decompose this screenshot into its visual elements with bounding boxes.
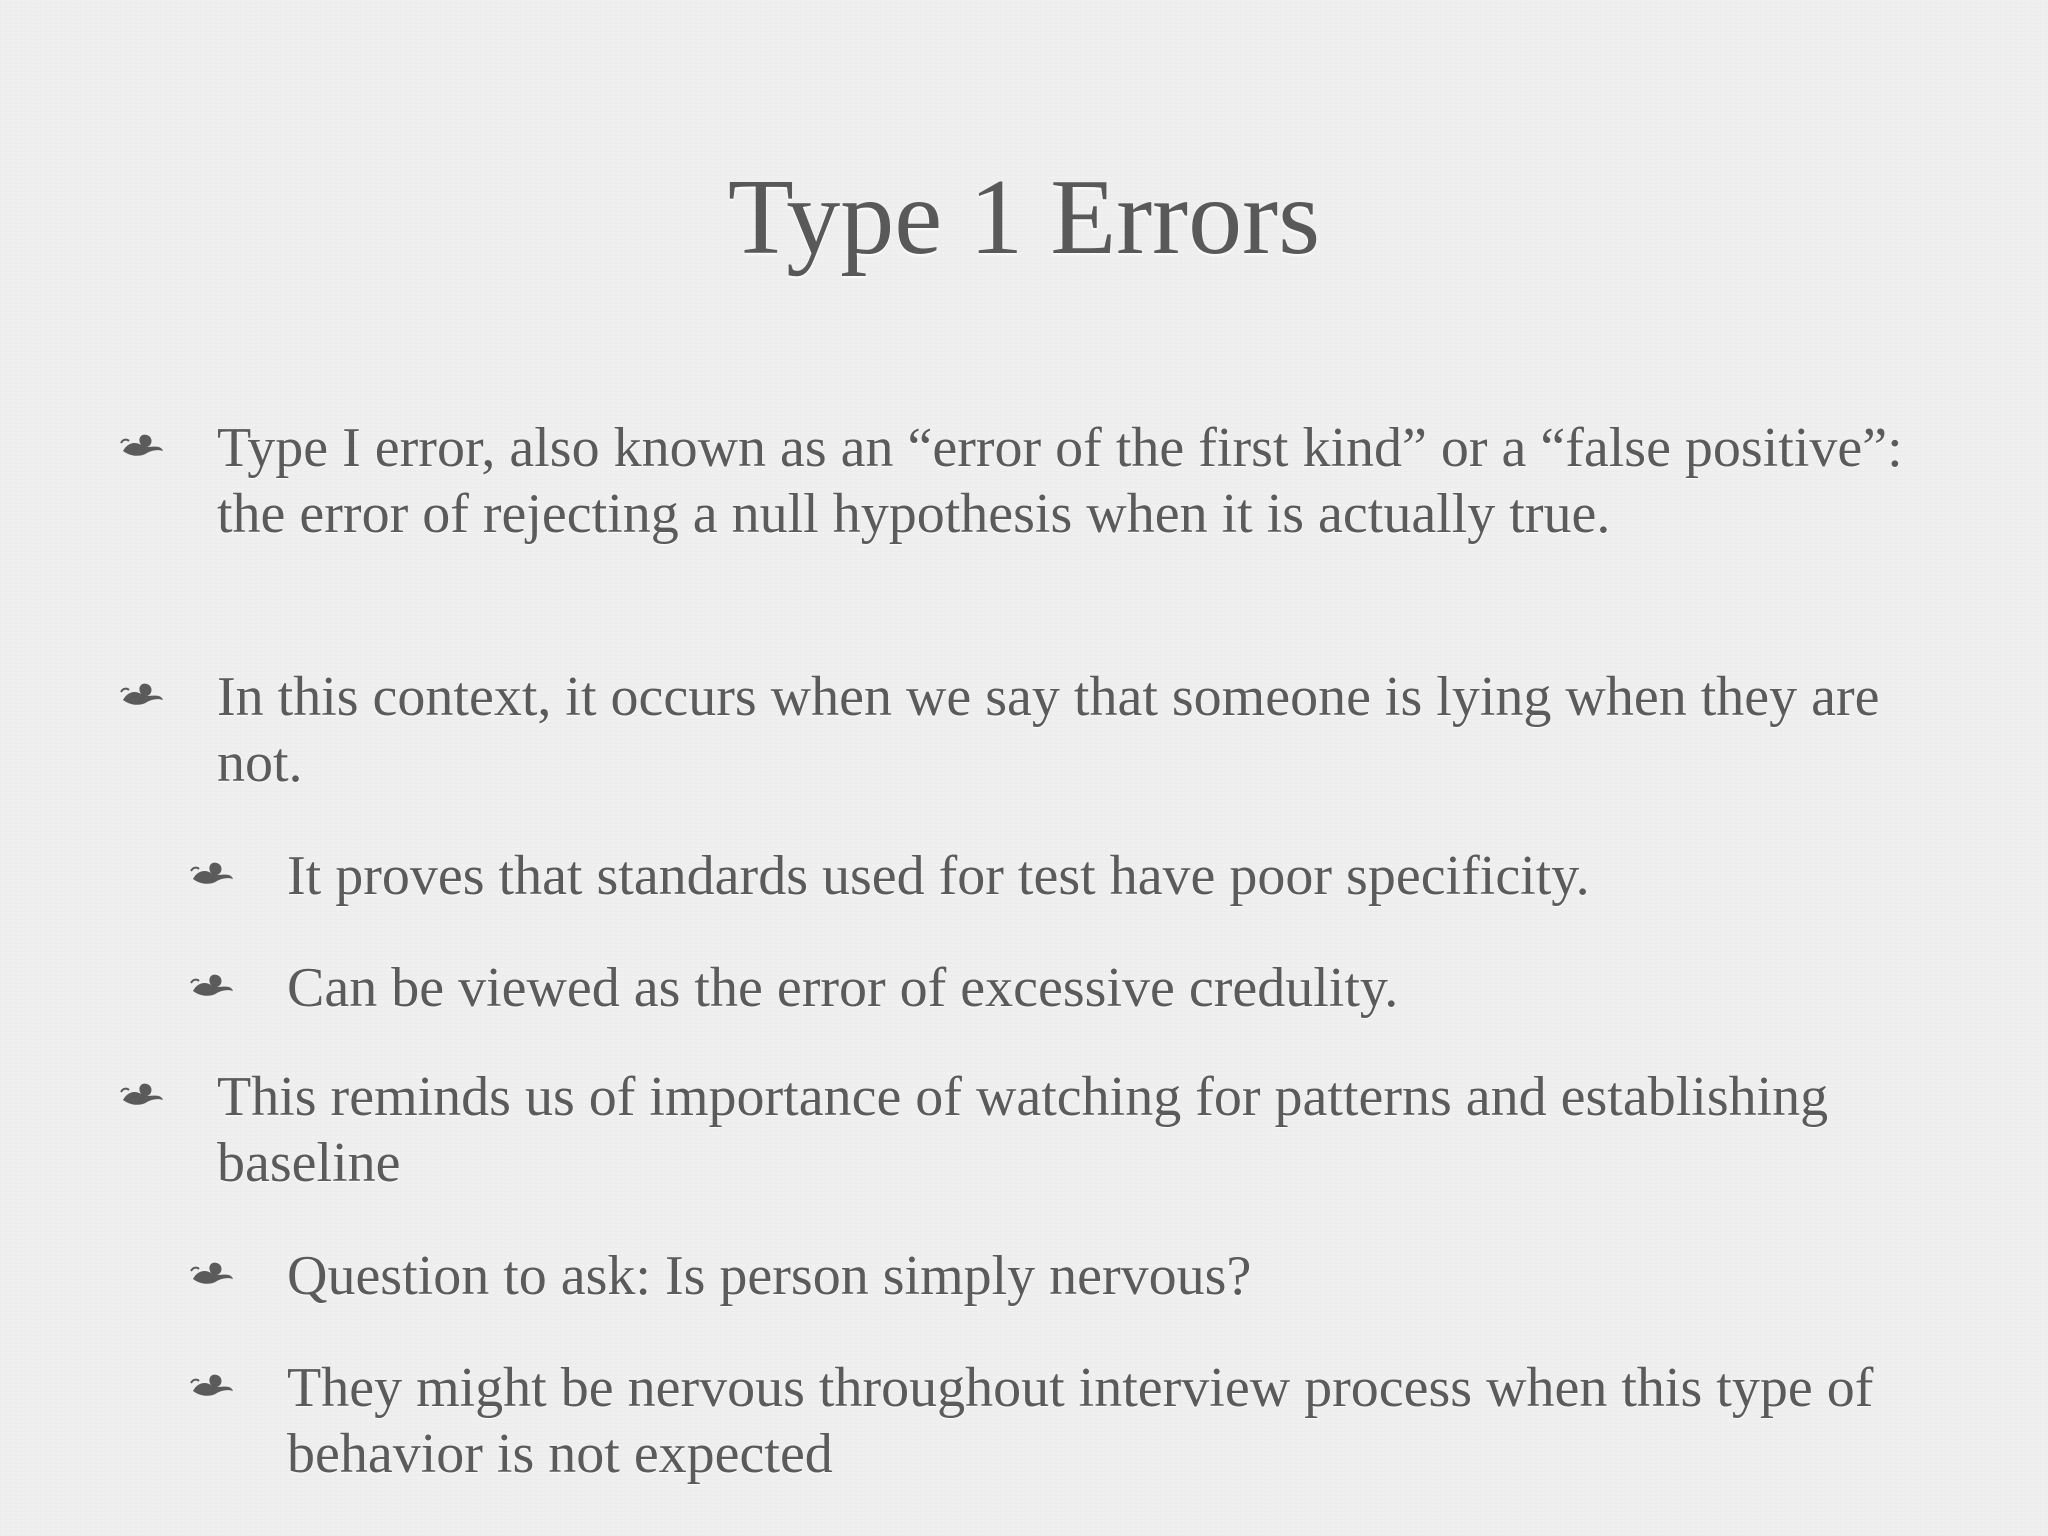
- bullet-text: Type I error, also known as an “error of the first kind” or a “false positive”: the error of rejecting a null hypothesis when it is actually true.: [217, 417, 1903, 545]
- floral-heart-bullet-icon: [117, 421, 167, 471]
- floral-heart-bullet-icon: [117, 1070, 167, 1120]
- floral-heart-bullet-icon: [187, 849, 237, 899]
- bullet-text: This reminds us of importance of watching for patterns and establishing baseline: [217, 1066, 1829, 1194]
- bullet-text: It proves that standards used for test have poor specificity.: [287, 845, 1590, 907]
- floral-heart-bullet-icon: [117, 670, 167, 720]
- floral-heart-bullet-icon: [187, 1249, 237, 1299]
- bullet-item: [217, 415, 1917, 547]
- bullet-text: They might be nervous throughout interview process when this type of behavior is not expected: [287, 1357, 1874, 1485]
- floral-heart-bullet-icon: [187, 1361, 237, 1411]
- bullet-text: Can be viewed as the error of excessive credulity.: [287, 957, 1399, 1019]
- bullet-text: In this context, it occurs when we say that someone is lying when they are not.: [217, 666, 1880, 794]
- bullet-item: [217, 1064, 1917, 1196]
- sub-bullet-item: [287, 955, 1917, 1021]
- sub-bullet-item: [287, 1243, 1917, 1309]
- sub-bullet-item: [287, 843, 1917, 909]
- slide-title: Type 1 Errors: [727, 158, 1321, 277]
- sub-bullet-item: [287, 1355, 1917, 1487]
- bullet-item: [217, 664, 1917, 796]
- floral-heart-bullet-icon: [187, 961, 237, 1011]
- bullet-text: Question to ask: Is person simply nervous?: [287, 1245, 1252, 1307]
